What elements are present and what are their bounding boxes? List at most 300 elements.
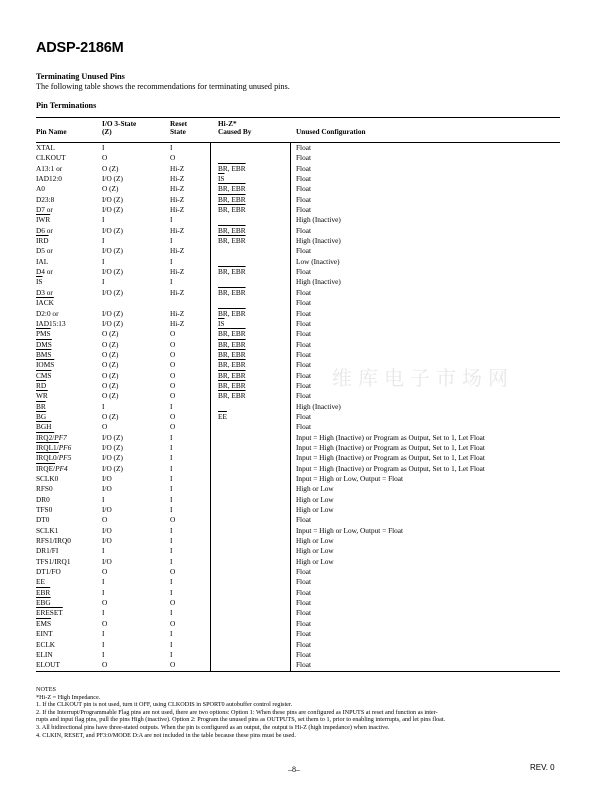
reset-state-cell: Hi-Z — [170, 308, 185, 318]
io-state-cell: O — [102, 515, 108, 525]
pin-name: D6 or — [36, 225, 53, 235]
header-io-line1: I/O 3-State — [102, 119, 137, 128]
pin-name: IRQL1/ — [36, 442, 59, 452]
pin-name: DR1/FI — [36, 546, 59, 556]
table-row — [36, 267, 560, 277]
io-state-cell: I — [102, 587, 105, 597]
unused-config-cell: High or Low — [296, 505, 334, 515]
io-state-cell: O (Z) — [102, 184, 119, 194]
io-state-cell: I — [102, 277, 105, 287]
pin-name-cell — [36, 660, 60, 670]
pin-name-cell — [36, 536, 71, 546]
io-state-cell: O — [102, 598, 108, 608]
reset-state-cell: O — [170, 660, 176, 670]
header-reset-state — [170, 120, 187, 137]
io-state-cell: I — [102, 494, 105, 504]
hiz-cause-cell: BR, EBR — [218, 163, 246, 173]
pin-name-cell — [36, 205, 53, 215]
unused-config-cell: Float — [296, 225, 311, 235]
table-row — [36, 443, 560, 453]
reset-state-cell: I — [170, 629, 173, 639]
unused-config-cell: Float — [296, 618, 311, 628]
reset-state-cell: Hi-Z — [170, 287, 185, 297]
table-row — [36, 484, 560, 494]
reset-state-cell: Hi-Z — [170, 184, 185, 194]
reset-state-cell: O — [170, 360, 176, 370]
io-state-cell: I/O (Z) — [102, 318, 123, 328]
pin-name-cell — [36, 277, 43, 287]
hiz-cause-cell: BR, EBR — [218, 236, 246, 246]
pin-name-cell — [36, 350, 51, 360]
unused-config-cell: Float — [296, 380, 311, 390]
reset-state-cell: I — [170, 215, 173, 225]
reset-state-cell: I — [170, 236, 173, 246]
io-state-cell: O (Z) — [102, 349, 119, 359]
reset-state-cell: I — [170, 463, 173, 473]
unused-config-cell: Float — [296, 143, 311, 152]
hiz-cause-cell: BR, EBR — [218, 380, 246, 390]
pin-name: $\overline{PMS}$ — [36, 329, 51, 339]
reset-state-cell: O — [170, 391, 176, 401]
watermark: 维库电子市场网 — [332, 366, 514, 390]
pin-name-cell — [36, 546, 58, 556]
pin-name: RFS1/IRQ0 — [36, 536, 71, 546]
reset-state-cell: Hi-Z — [170, 205, 185, 215]
pin-name-cell — [36, 329, 51, 339]
table-row — [36, 246, 560, 256]
io-state-cell: I/O (Z) — [102, 463, 123, 473]
table-header — [36, 117, 560, 143]
hiz-cause-cell: BR, EBR — [218, 370, 246, 380]
reset-state-cell: O — [170, 567, 176, 577]
header-unused-config: Unused Configuration — [296, 127, 366, 136]
io-state-cell: O — [102, 660, 108, 670]
pin-name: IRQ2/ — [36, 432, 55, 442]
reset-state-cell: O — [170, 422, 176, 432]
pin-name: D23:8 — [36, 194, 55, 204]
unused-config-cell: Float — [296, 318, 311, 328]
table-row — [36, 588, 560, 598]
pin-name-cell — [36, 453, 71, 463]
header-hiz-line1: Hi-Z* — [218, 119, 237, 128]
table-row — [36, 277, 560, 287]
unused-config-cell: Float — [296, 515, 311, 525]
io-state-cell: I — [102, 649, 105, 659]
reset-state-cell: O — [170, 598, 176, 608]
pin-name: SCLK0 — [36, 474, 59, 483]
unused-config-cell: Float — [296, 360, 311, 370]
unused-config-cell: Float — [296, 184, 311, 194]
note-line: rupts and input flag pins, pull the pins High (inactive). Option 2: Program the unused pins as OUTPUTS, set them to 1, prior to enabling interrupts, and let pins float. — [36, 716, 446, 724]
reset-state-cell: I — [170, 546, 173, 556]
pin-name-cell — [36, 443, 71, 453]
section-intro: The following table shows the recommendations for terminating unused pins. — [36, 82, 290, 91]
page-number: –8– — [288, 765, 300, 774]
note-line: *Hi-Z = High Impedance. — [36, 693, 101, 701]
pin-name: IAL — [36, 256, 49, 266]
note-line: 1. If the CLKOUT pin is not used, turn it OFF, using CLKODIS in SPORT0 autobuffer control register. — [36, 701, 293, 709]
pin-name: A0 — [36, 184, 45, 194]
io-state-cell: O — [102, 567, 108, 577]
reset-state-cell: I — [170, 525, 173, 535]
reset-state-cell: I — [170, 505, 173, 515]
reset-state-cell: O — [170, 380, 176, 390]
io-state-cell: I/O (Z) — [102, 453, 123, 463]
unused-config-cell: Float — [296, 567, 311, 577]
table-row — [36, 422, 560, 432]
pin-name-cell — [36, 495, 50, 505]
table-row — [36, 184, 560, 194]
pin-name-cell — [36, 526, 58, 536]
unused-config-cell: Low (Inactive) — [296, 256, 340, 266]
io-state-cell: I — [102, 639, 105, 649]
header-reset-line1: Reset — [170, 119, 188, 128]
pin-name-cell — [36, 143, 55, 153]
hiz-cause-cell: BR, EBR — [218, 308, 246, 318]
hiz-cause-cell: BR, EBR — [218, 391, 246, 401]
pin-name-cell — [36, 174, 62, 184]
io-state-cell: O (Z) — [102, 380, 119, 390]
hiz-cause-cell: BR, EBR — [218, 267, 246, 277]
io-state-cell: I/O (Z) — [102, 205, 123, 215]
unused-config-cell: Float — [296, 639, 311, 649]
pin-name-cell — [36, 391, 48, 401]
unused-config-cell: High or Low — [296, 556, 334, 566]
io-state-cell: O (Z) — [102, 370, 119, 380]
unused-config-cell: Input = High (Inactive) or Program as Output, Set to 1, Let Float — [296, 442, 485, 452]
reset-state-cell: I — [170, 556, 173, 566]
pin-name: EINT — [36, 629, 53, 639]
table-row — [36, 464, 560, 474]
pin-name-cell — [36, 402, 46, 412]
io-state-cell: I/O — [102, 474, 112, 483]
reset-state-cell: Hi-Z — [170, 194, 185, 204]
pin-name: IRQE/ — [36, 463, 56, 473]
reset-state-cell: I — [170, 474, 173, 483]
revision: REV. 0 — [530, 763, 555, 772]
pin-name: DT1/FO — [36, 567, 61, 577]
io-state-cell: I — [102, 215, 105, 225]
table-body — [36, 143, 560, 671]
table-row — [36, 164, 560, 174]
header-io-state — [102, 120, 136, 137]
header-io-line2: (Z) — [102, 127, 112, 137]
pin-name-cell — [36, 588, 50, 598]
io-state-cell: I — [102, 143, 105, 152]
unused-config-cell: Float — [296, 370, 311, 380]
pin-name: D7 or — [36, 205, 53, 215]
reset-state-cell: Hi-Z — [170, 174, 185, 184]
table-row — [36, 619, 560, 629]
table-row — [36, 360, 560, 370]
pin-name-cell — [36, 629, 53, 639]
header-hiz-line2: Caused By — [218, 127, 252, 137]
unused-config-cell: Float — [296, 287, 311, 297]
pin-name: EE — [36, 577, 45, 587]
header-hiz — [218, 120, 251, 137]
unused-config-cell: High or Low — [296, 546, 334, 556]
pin-name: IACK — [36, 298, 54, 308]
io-state-cell: I/O — [102, 525, 112, 535]
notes-heading: NOTES — [36, 686, 56, 693]
unused-config-cell: Float — [296, 246, 311, 256]
pin-name: $\overline{CMS}$ — [36, 370, 52, 380]
pin-name-cell — [36, 226, 53, 236]
hiz-cause-cell: BR, EBR — [218, 205, 246, 215]
pin-name: $\overline{IS}$ — [36, 277, 43, 287]
pin-name: D3 or — [36, 287, 53, 297]
table-row — [36, 143, 560, 153]
pin-name: IOMS — [36, 360, 55, 370]
hiz-cause-cell: BR, EBR — [218, 184, 246, 194]
unused-config-cell: Float — [296, 422, 311, 432]
table-row — [36, 340, 560, 350]
pin-name: D2:0 or — [36, 308, 59, 318]
io-state-cell: I/O (Z) — [102, 442, 123, 452]
unused-config-cell: High (Inactive) — [296, 277, 341, 287]
pin-alt-name: PF4 — [55, 463, 68, 473]
reset-state-cell: I — [170, 608, 173, 618]
unused-config-cell: Float — [296, 598, 311, 608]
table-row — [36, 402, 560, 412]
unused-config-cell: High or Low — [296, 536, 334, 546]
pin-name: TFS1/IRQ1 — [36, 556, 71, 566]
pin-name-cell — [36, 288, 53, 298]
reset-state-cell: I — [170, 143, 173, 152]
io-state-cell: I/O (Z) — [102, 246, 123, 256]
reset-state-cell: I — [170, 453, 173, 463]
pin-name-cell — [36, 246, 53, 256]
pin-alt-name: PF6 — [58, 442, 72, 452]
table-row — [36, 257, 560, 267]
table-row — [36, 546, 560, 556]
io-state-cell: I/O (Z) — [102, 225, 123, 235]
io-state-cell: I/O (Z) — [102, 432, 123, 442]
reset-state-cell: I — [170, 432, 173, 442]
io-state-cell: O (Z) — [102, 339, 119, 349]
reset-state-cell: I — [170, 256, 173, 266]
unused-config-cell: High (Inactive) — [296, 401, 341, 411]
io-state-cell: O (Z) — [102, 163, 119, 173]
pin-name-cell — [36, 319, 66, 329]
io-state-cell: I — [102, 401, 105, 411]
unused-config-cell: Input = High (Inactive) or Program as Output, Set to 1, Let Float — [296, 463, 485, 473]
table-row — [36, 650, 560, 660]
reset-state-cell: Hi-Z — [170, 246, 185, 256]
table-row — [36, 174, 560, 184]
table-row — [36, 495, 560, 505]
pin-name: $\overline{IRD}$ — [36, 236, 49, 246]
table-row — [36, 577, 560, 587]
pin-name-cell — [36, 422, 51, 432]
reset-state-cell: Hi-Z — [170, 267, 185, 277]
pin-name-cell — [36, 309, 59, 319]
header-reset-line2: State — [170, 127, 186, 137]
pin-name: $\overline{RD}$ — [36, 380, 47, 390]
unused-config-cell: Input = High (Inactive) or Program as Output, Set to 1, Let Float — [296, 432, 485, 442]
pin-alt-name: PF5 — [58, 453, 72, 463]
note-line: 2. If the Interrupt/Programmable Flag pins are not used, there are two options: Option 1: When these pins are configured as INPUTS at reset and function as inter- — [36, 708, 438, 716]
pin-name-cell — [36, 640, 55, 650]
unused-config-cell: Float — [296, 163, 311, 173]
reset-state-cell: O — [170, 370, 176, 380]
pin-name-cell — [36, 650, 53, 660]
pin-name-cell — [36, 567, 61, 577]
io-state-cell: I/O (Z) — [102, 194, 123, 204]
pin-alt-name: PF7 — [54, 432, 67, 442]
pin-name: $\overline{BR}$ — [36, 401, 46, 411]
pin-name-cell — [36, 619, 51, 629]
table-row — [36, 288, 560, 298]
pin-name: RFS0 — [36, 484, 53, 494]
pin-name-cell — [36, 267, 53, 277]
unused-config-cell: Float — [296, 587, 311, 597]
pin-name: $\overline{EBG}$ — [36, 598, 51, 608]
table-row — [36, 381, 560, 391]
unused-config-cell: Float — [296, 629, 311, 639]
io-state-cell: I/O (Z) — [102, 308, 123, 318]
table-row — [36, 329, 560, 339]
reset-state-cell: I — [170, 639, 173, 649]
reset-state-cell: I — [170, 484, 173, 494]
unused-config-cell: Float — [296, 267, 311, 277]
table-row — [36, 608, 560, 618]
pin-name: $\overline{BMS}$ — [36, 349, 52, 359]
hiz-cause-cell: $\overline{IS}$ — [218, 174, 225, 184]
pin-name-cell — [36, 381, 46, 391]
table-row — [36, 505, 560, 515]
io-state-cell: I — [102, 236, 105, 246]
table-row — [36, 640, 560, 650]
unused-config-cell: Float — [296, 339, 311, 349]
pin-name: $\overline{BGH}$ — [36, 422, 52, 432]
pin-name: ELIN — [36, 649, 53, 659]
unused-config-cell: High (Inactive) — [296, 236, 341, 246]
pin-name-cell — [36, 236, 49, 246]
io-state-cell: I — [102, 256, 105, 266]
io-state-cell: I — [102, 629, 105, 639]
table-row — [36, 298, 560, 308]
hiz-cause-cell: $\overline{IS}$ — [218, 318, 225, 328]
pin-name: D4 or — [36, 267, 53, 277]
unused-config-cell: Float — [296, 153, 311, 163]
pin-name: IAD12:0 — [36, 174, 62, 184]
pin-name-cell — [36, 257, 48, 267]
pin-name-cell — [36, 484, 53, 494]
io-state-cell: I — [102, 577, 105, 587]
table-row — [36, 153, 560, 163]
reset-state-cell: I — [170, 401, 173, 411]
io-state-cell: O — [102, 422, 108, 432]
io-state-cell: I/O — [102, 536, 112, 546]
table-row — [36, 236, 560, 246]
reset-state-cell: O — [170, 618, 176, 628]
unused-config-cell: Float — [296, 649, 311, 659]
io-state-cell: I — [102, 608, 105, 618]
pin-name-cell — [36, 184, 45, 194]
pin-name: CLKOUT — [36, 153, 66, 163]
pin-name-cell — [36, 464, 68, 474]
pin-name-cell — [36, 598, 51, 608]
reset-state-cell: I — [170, 536, 173, 546]
pin-name: ERESET — [36, 608, 63, 618]
pin-name-cell — [36, 505, 52, 515]
reset-state-cell: O — [170, 515, 176, 525]
pin-name: D5 or — [36, 246, 53, 256]
table-row — [36, 598, 560, 608]
reset-state-cell: I — [170, 494, 173, 504]
pin-name-cell — [36, 153, 66, 163]
hiz-cause-cell: BR, EBR — [218, 287, 246, 297]
note-line: 3. All bidirectional pins have three-stated outputs. When the pin is configured as an output, the output is Hi-Z (high impedance) when inactive. — [36, 723, 390, 731]
pin-name: IRQL0/ — [36, 453, 59, 463]
table-row — [36, 629, 560, 639]
table-row — [36, 350, 560, 360]
note-line: 4. CLKIN, RESET, and PF3:0/MODE D:A are not included in the table because these pins must be used. — [36, 731, 296, 739]
pin-name: $\overline{BG}$ — [36, 411, 47, 421]
pin-name-cell — [36, 340, 52, 350]
reset-state-cell: O — [170, 339, 176, 349]
pin-name: $\overline{DMS}$ — [36, 339, 52, 349]
reset-state-cell: O — [170, 349, 176, 359]
section-heading: Terminating Unused Pins — [36, 72, 125, 81]
unused-config-cell: Float — [296, 174, 311, 184]
io-state-cell: O — [102, 618, 108, 628]
table-row — [36, 215, 560, 225]
pin-name: DT0 — [36, 515, 50, 525]
pin-terminations-table — [36, 117, 560, 672]
unused-config-cell: Float — [296, 308, 311, 318]
hiz-cause-cell: $\overline{EE}$ — [218, 411, 227, 421]
reset-state-cell: I — [170, 277, 173, 287]
unused-config-cell: Input = High (Inactive) or Program as Output, Set to 1, Let Float — [296, 453, 485, 463]
pin-name: TFS0 — [36, 505, 53, 515]
table-row — [36, 195, 560, 205]
pin-name: IAD15:13 — [36, 318, 66, 328]
pin-name-cell — [36, 608, 63, 618]
table-bottom-rule — [36, 671, 560, 672]
pin-name: XTAL — [36, 143, 55, 152]
unused-config-cell: Float — [296, 608, 311, 618]
table-row — [36, 205, 560, 215]
pin-name-cell — [36, 215, 50, 225]
pin-name-cell — [36, 412, 46, 422]
table-row — [36, 433, 560, 443]
unused-config-cell: High or Low — [296, 484, 334, 494]
page-title: ADSP-2186M — [36, 40, 124, 56]
pin-name: SCLK1 — [36, 525, 59, 535]
pin-name-cell — [36, 195, 54, 205]
pin-name-cell — [36, 433, 67, 443]
unused-config-cell: Float — [296, 329, 311, 339]
pin-name-cell — [36, 474, 58, 484]
table-row — [36, 309, 560, 319]
unused-config-cell: Input = High or Low, Output = Float — [296, 525, 404, 535]
reset-state-cell: I — [170, 577, 173, 587]
table-title: Pin Terminations — [36, 101, 97, 110]
io-state-cell: O — [102, 153, 108, 163]
reset-state-cell: Hi-Z — [170, 163, 185, 173]
io-state-cell: O (Z) — [102, 360, 119, 370]
reset-state-cell: O — [170, 153, 176, 163]
unused-config-cell: Float — [296, 660, 311, 670]
pin-name-cell — [36, 371, 51, 381]
table-row — [36, 371, 560, 381]
unused-config-cell: Float — [296, 577, 311, 587]
hiz-cause-cell: BR, EBR — [218, 225, 246, 235]
pin-name-cell — [36, 515, 49, 525]
pin-name-cell — [36, 557, 70, 567]
